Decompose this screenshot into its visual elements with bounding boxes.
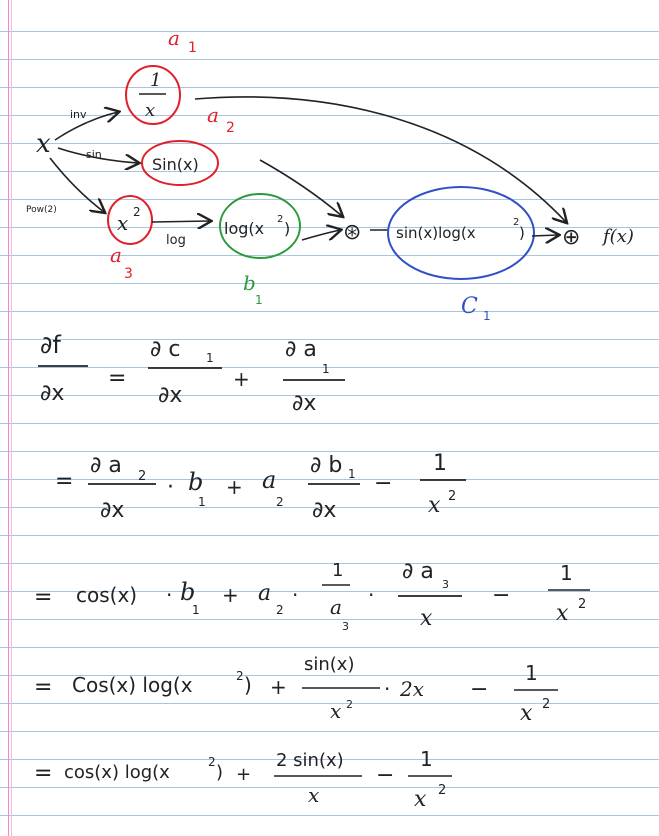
node-a2-text: Sin(x) <box>152 155 199 174</box>
l1-t1-sub: 1 <box>206 351 214 365</box>
l1-t2-den: ∂x <box>292 391 317 416</box>
l2-t1-den: ∂x <box>100 498 125 523</box>
l4-eq: = <box>34 675 53 700</box>
l3-a: a <box>258 581 272 606</box>
edge-pow-label: Pow(2) <box>26 205 57 215</box>
l4-f-sup: 2 <box>346 698 353 711</box>
l4-t3-num: 1 <box>525 661 538 685</box>
l5-minus: − <box>376 763 395 788</box>
node-a3-label: a <box>110 243 122 267</box>
node-a1-label: a <box>168 26 180 50</box>
l1-t2-num: ∂ a <box>285 337 317 362</box>
node-c1-sub: 1 <box>483 309 491 323</box>
node-c1-sup: 2 <box>513 217 520 228</box>
l2-a-sub: 2 <box>276 495 284 509</box>
l2-b: b <box>188 468 204 496</box>
l3-t3-num: 1 <box>560 561 573 585</box>
l5-t3-den: x <box>414 787 427 812</box>
computation-graph <box>26 26 634 323</box>
output-fx: f(x) <box>603 226 634 247</box>
node-c1-text: sin(x)log(x <box>396 224 476 242</box>
l2-eq: = <box>55 469 74 494</box>
l1-lhs-num: ∂f <box>40 331 61 359</box>
node-a3-sup: 2 <box>133 205 141 219</box>
edge-inv-label: inv <box>70 108 87 121</box>
derivation-line-2 <box>55 451 466 523</box>
l4-f-num: sin(x) <box>304 654 355 675</box>
l5-t3-sup: 2 <box>438 783 447 798</box>
l2-b-sub: 1 <box>198 495 206 509</box>
node-a2-label: a <box>207 103 219 127</box>
node-b1-sub: 1 <box>255 293 263 307</box>
l5-term1: cos(x) log(x <box>64 762 170 783</box>
node-a1-num: 1 <box>150 70 162 91</box>
l5-plus: + <box>236 764 252 785</box>
l2-t1-num: ∂ a <box>90 453 122 478</box>
node-c1-close: ) <box>519 224 525 242</box>
multiply-symbol: ⊛ <box>343 220 362 245</box>
l4-t3-den: x <box>520 701 533 726</box>
l4-dot: · <box>384 677 391 701</box>
l2-minus: − <box>374 471 393 496</box>
l4-term1: Cos(x) log(x <box>72 673 193 697</box>
edge-log-arrow <box>152 221 210 222</box>
l3-t3-sup: 2 <box>578 597 587 612</box>
node-a3-circle <box>108 196 152 244</box>
node-a3-sub: 3 <box>124 266 133 282</box>
node-a3-text: x <box>117 211 129 235</box>
l3-plus: + <box>222 583 239 607</box>
l2-t3-den: x <box>428 493 441 518</box>
l5-close: ) <box>216 762 224 783</box>
l4-minus: − <box>470 677 489 702</box>
l3-minus: − <box>492 583 511 608</box>
l2-t2-sub: 1 <box>348 467 356 481</box>
derivation-line-3 <box>34 559 590 633</box>
l3-dot2: · <box>292 583 299 607</box>
l4-f-den: x <box>330 699 342 723</box>
node-b1-label: b <box>243 271 256 295</box>
l3-f2-num: ∂ a <box>402 559 434 584</box>
l3-b-sub: 1 <box>192 603 200 617</box>
edge-sin-label: sin <box>86 148 102 161</box>
l1-eq: = <box>108 366 127 391</box>
l2-t2-den: ∂x <box>312 498 337 523</box>
l3-dot1: · <box>166 583 173 607</box>
node-c1-label: C <box>461 294 478 319</box>
l5-eq: = <box>34 761 53 786</box>
node-a1-sub: 1 <box>188 40 197 56</box>
l4-two-x: 2x <box>400 677 425 701</box>
node-b1-close: ) <box>284 219 291 238</box>
l3-b: b <box>180 578 196 606</box>
l3-f1-num: 1 <box>332 560 344 581</box>
l1-t1-num: ∂ c <box>150 337 181 362</box>
l3-f1-den: a <box>330 595 342 619</box>
l5-sup: 2 <box>208 755 216 769</box>
edge-a1-to-plus <box>195 97 566 222</box>
l3-t3-den: x <box>556 601 569 626</box>
edge-b1-to-mult <box>302 230 340 240</box>
node-a2-sub: 2 <box>226 120 235 136</box>
l4-t3-sup: 2 <box>542 697 551 712</box>
derivation-line-4 <box>34 654 558 726</box>
l1-t1-den: ∂x <box>158 383 183 408</box>
l3-f1-sub: 3 <box>342 620 349 633</box>
node-b1-text: log(x <box>224 219 265 238</box>
l4-close: ) <box>244 673 252 697</box>
l3-dot3: · <box>368 583 375 607</box>
l2-t3-sup: 2 <box>448 489 457 504</box>
edge-c1-to-plus <box>532 235 558 236</box>
l3-f2-sub: 3 <box>442 578 449 591</box>
node-b1-sup: 2 <box>277 214 284 225</box>
node-a1-den: x <box>145 100 156 121</box>
l2-t1-sub: 2 <box>138 469 147 484</box>
derivation-line-5 <box>34 747 452 812</box>
l5-t3-num: 1 <box>420 747 433 771</box>
l2-plus: + <box>226 475 243 499</box>
l1-lhs-den: ∂x <box>40 381 65 406</box>
l2-dot: · <box>167 475 174 500</box>
edge-log-label: log <box>166 233 186 248</box>
edge-pow-arrow <box>50 158 104 212</box>
l3-a-sub: 2 <box>276 603 284 617</box>
plus-symbol: ⊕ <box>562 225 581 250</box>
l2-a: a <box>262 466 277 494</box>
l4-plus: + <box>270 675 287 699</box>
l3-f2-den: x <box>420 606 433 631</box>
l2-t2-num: ∂ b <box>310 453 343 478</box>
l5-f-num: 2 sin(x) <box>276 750 344 771</box>
l1-plus: + <box>233 367 250 391</box>
l4-sup: 2 <box>236 669 244 683</box>
input-x: x <box>36 129 51 159</box>
l2-t3-num: 1 <box>433 451 447 476</box>
edge-a2-to-mult <box>260 160 342 216</box>
l3-eq: = <box>34 585 53 610</box>
derivation-line-1 <box>38 331 345 416</box>
l3-cos: cos(x) <box>76 583 138 607</box>
l5-f-den: x <box>308 783 320 807</box>
l1-t2-sub: 1 <box>322 362 330 376</box>
